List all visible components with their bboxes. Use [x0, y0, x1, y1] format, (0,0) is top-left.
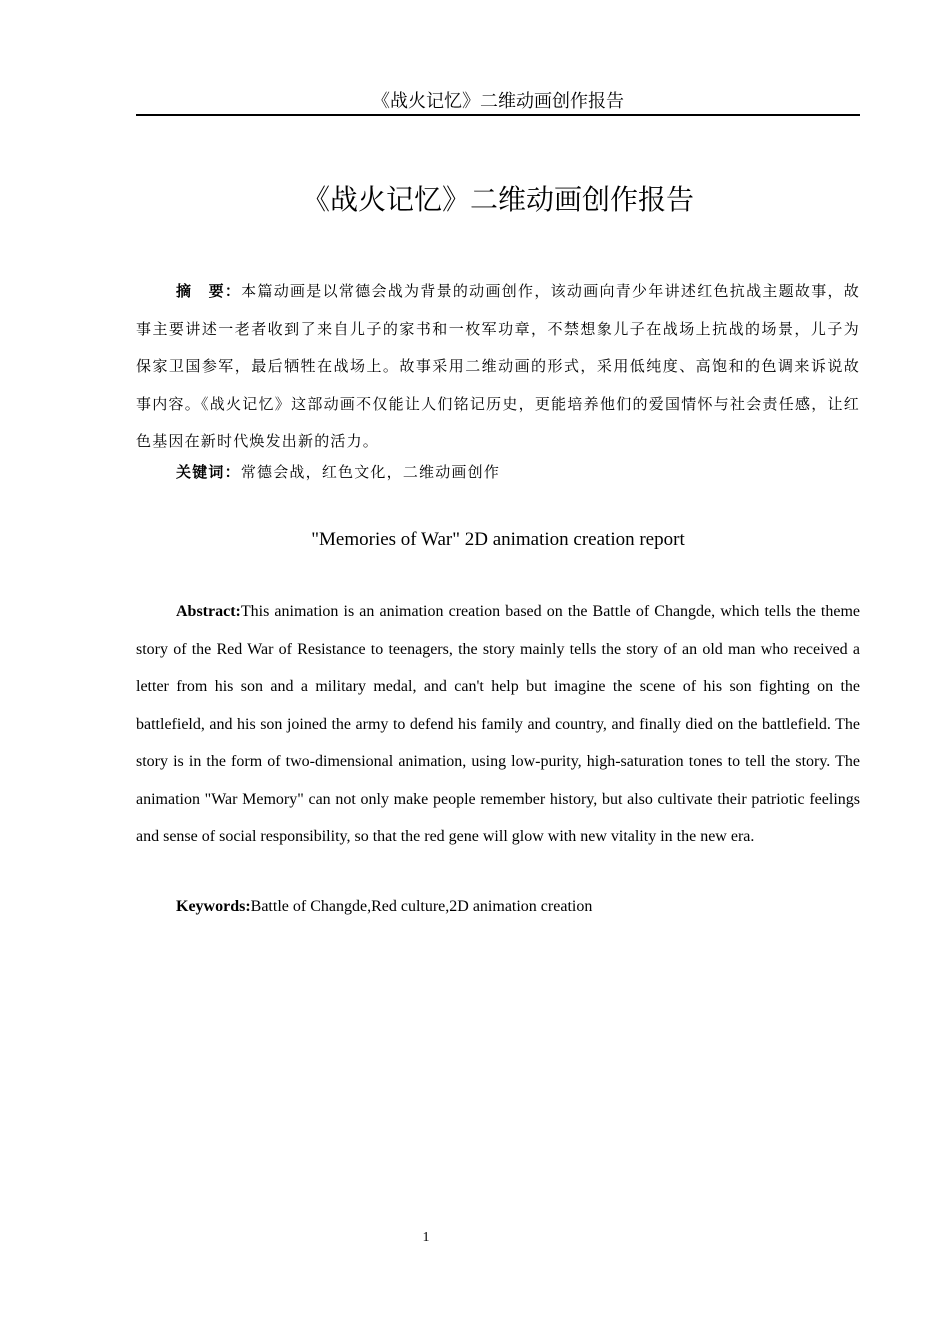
abstract-chinese-label: 摘 要： — [176, 282, 242, 300]
keywords-english-text: Battle of Changde,Red culture,2D animation creation — [250, 898, 593, 915]
title-english: "Memories of War" 2D animation creation report — [311, 529, 685, 550]
keywords-chinese-label: 关键词： — [176, 463, 241, 481]
abstract-english-label: Abstract: — [176, 603, 241, 620]
title-chinese: 《战火记忆》二维动画创作报告 — [301, 183, 694, 216]
abstract-english-text: This animation is an animation creation based on the Battle of Changde, which tells the theme story of the Red War of Resistance to teenagers, the story mainly tells the story of an old man who received a letter from his son and a military medal, and can't help but imagine the scene of his son fighting on the battlefield, and his son joined the army to defend his family and country, and finally died on the battlefield. The story is in the form of two-dimensional animation, using low-purity, high-saturation tones to tell the story. The animation "War Memory" can not only make people remember history, but also cultivate their patriotic feelings and sense of social responsibility, so that the red gene will glow with new vitality in the new era. — [136, 603, 860, 845]
abstract-chinese — [136, 273, 860, 461]
keywords-chinese-text: 常德会战，红色文化，二维动画创作 — [240, 463, 501, 481]
keywords-chinese — [176, 457, 860, 487]
page-number: 1 — [422, 1230, 430, 1245]
abstract-english — [136, 593, 860, 856]
keywords-english-label: Keywords: — [176, 898, 251, 915]
running-header: 《战火记忆》二维动画创作报告 — [372, 91, 624, 112]
abstract-chinese-text: 本篇动画是以常德会战为背景的动画创作，该动画向青少年讲述红色抗战主题故事，故事主要讲述一老者收到了来自儿子的家书和一枚军功章，不禁想象儿子在战场上抗战的场景，儿子为保家卫国参军，最后牺牲在战场上。故事采用二维动画的形式，采用低纯度、高饱和的色调来诉说故事内容。《战火记忆》这部动画不仅能让人们铭记历史，更能培养他们的爱国情怀与社会责任感，让红色基因在新时代焕发出新的活力。 — [136, 282, 860, 450]
keywords-english — [176, 893, 860, 921]
header-rule — [136, 114, 860, 116]
